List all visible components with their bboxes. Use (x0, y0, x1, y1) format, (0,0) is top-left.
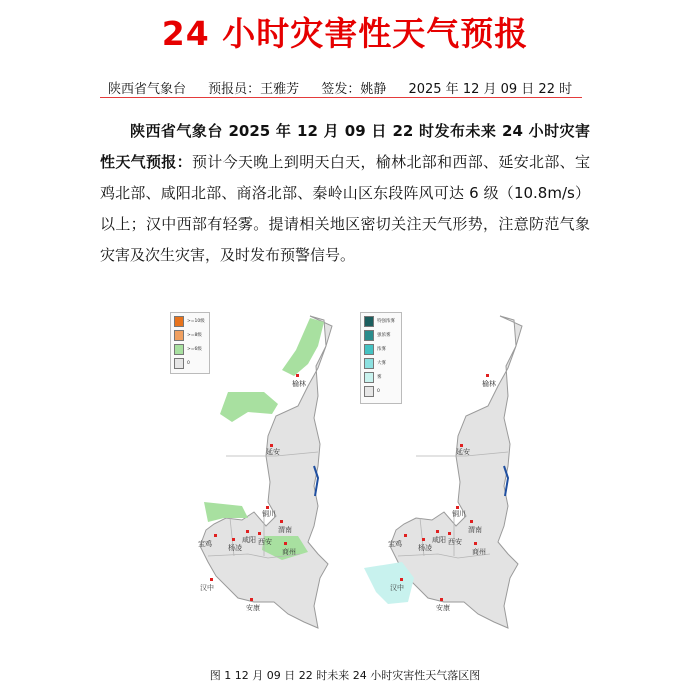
legend-item (361, 343, 401, 355)
fog-map (358, 306, 558, 642)
city-label: 咸阳 (242, 536, 256, 544)
gust-map (168, 306, 368, 642)
city-label: 延安 (456, 448, 470, 456)
legend-item (171, 329, 209, 341)
header-rule (100, 97, 582, 98)
city-label: 西安 (258, 538, 272, 546)
legend-label: 特强浓雾 (377, 319, 395, 324)
city-label: 杨凌 (418, 544, 432, 552)
legend-swatch (364, 344, 374, 355)
legend-label: >=10级 (187, 319, 205, 324)
issue-datetime: 2025 年 12 月 09 日 22 时 (408, 82, 573, 97)
issuing-org: 陕西省气象台 (108, 82, 187, 97)
legend-item (361, 315, 401, 327)
legend-label: >=6级 (187, 347, 202, 352)
fog-area-hanzhong-west (364, 562, 414, 604)
legend-swatch (364, 316, 374, 327)
forecast-lead: 陕西省气象台 2025 年 12 月 09 日 22 时发布未来 24 小时灾害性天气预报： (100, 122, 590, 171)
figure-caption: 图 1 12 月 09 日 22 时未来 24 小时灾害性天气落区图 (209, 669, 481, 682)
city-label: 宝鸡 (198, 540, 212, 548)
city-label: 商州 (282, 548, 296, 556)
city-label: 渭南 (278, 526, 292, 534)
city-label: 商州 (472, 548, 486, 556)
city-label: 渭南 (468, 526, 482, 534)
city-label: 西安 (448, 538, 462, 546)
legend-swatch (364, 386, 374, 397)
legend-item (361, 357, 401, 369)
legend-swatch (174, 344, 184, 355)
city-label: 延安 (266, 448, 280, 456)
city-label: 榆林 (292, 380, 306, 388)
city-label: 铜川 (452, 510, 466, 518)
issuer: 签发：姚静 (321, 82, 387, 97)
fog-legend (360, 312, 402, 404)
gust-legend (170, 312, 210, 374)
legend-swatch (174, 358, 184, 369)
forecaster: 预报员：王雅芳 (208, 82, 300, 97)
forecast-text: 预计今天晚上到明天白天，榆林北部和西部、延安北部、宝鸡北部、咸阳北部、商洛北部、秦岭山区东段阵风可达 6 级（10.8m/s）以上；汉中西部有轻雾。提请相关地区密切关注天气形势，注意防范气象灾害及次生灾害，及时发布预警信号。 (100, 153, 590, 264)
legend-label: 大雾 (377, 361, 386, 366)
legend-label: 0 (187, 360, 190, 366)
legend-label: >=8级 (187, 333, 202, 338)
forecast-paragraph (100, 116, 590, 271)
legend-swatch (174, 316, 184, 327)
legend-item (171, 343, 209, 355)
legend-label: 浓雾 (377, 347, 386, 352)
legend-item (171, 357, 209, 369)
city-label: 安康 (246, 604, 260, 612)
legend-item (361, 371, 401, 383)
legend-label: 雾 (377, 375, 382, 380)
legend-item (171, 315, 209, 327)
legend-swatch (364, 358, 374, 369)
city-label: 安康 (436, 604, 450, 612)
legend-item (361, 329, 401, 341)
city-label: 铜川 (262, 510, 276, 518)
gust-area-yanan-north (220, 392, 278, 422)
legend-swatch (174, 330, 184, 341)
legend-swatch (364, 330, 374, 341)
legend-item (361, 385, 401, 397)
city-label: 汉中 (200, 584, 214, 592)
city-label: 汉中 (390, 584, 404, 592)
city-label: 咸阳 (432, 536, 446, 544)
city-label: 榆林 (482, 380, 496, 388)
issue-info (108, 78, 590, 97)
city-label: 宝鸡 (388, 540, 402, 548)
province-outline (200, 316, 332, 628)
legend-swatch (364, 372, 374, 383)
legend-label: 0 (377, 388, 380, 394)
city-label: 杨凌 (228, 544, 242, 552)
page-title: 24 小时灾害性天气预报 (161, 14, 529, 53)
legend-label: 强浓雾 (377, 333, 391, 338)
